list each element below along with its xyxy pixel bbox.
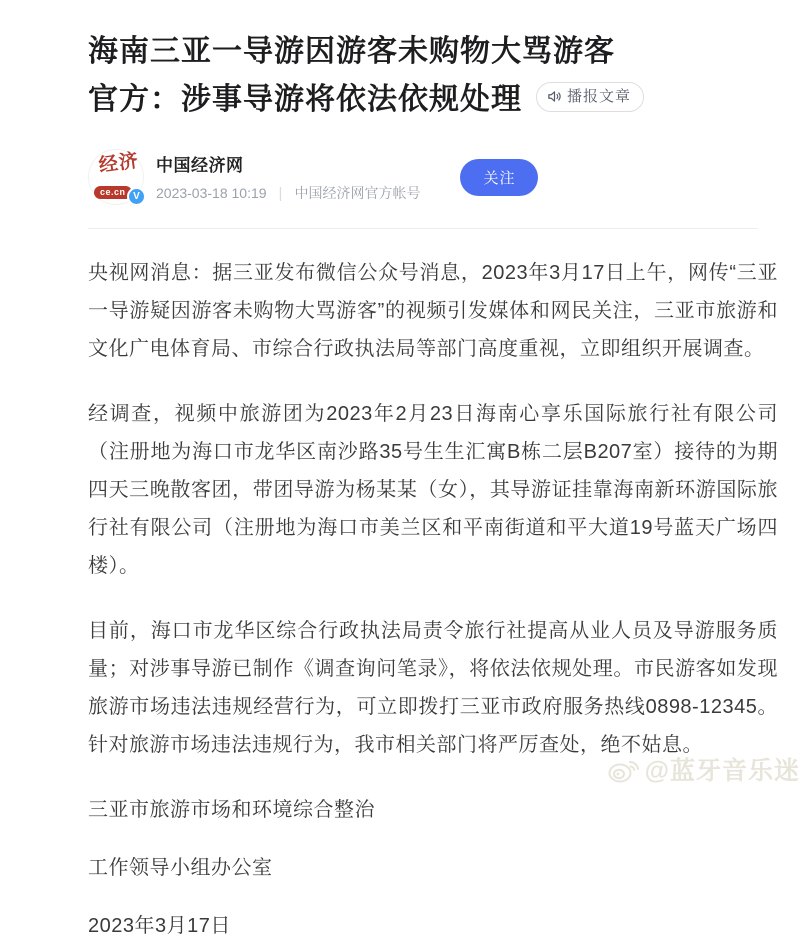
article-paragraph: 2023年3月17日 (88, 915, 231, 937)
publisher-logo-domain: ce.cn (94, 186, 132, 199)
divider (88, 228, 758, 229)
weibo-icon (606, 752, 642, 786)
watermark-text: @蓝牙音乐迷 (644, 757, 800, 785)
publisher-account-desc: 中国经济网官方帐号 (294, 185, 421, 201)
speaker-icon (546, 88, 563, 105)
follow-button[interactable]: 关注 (460, 159, 538, 196)
article-paragraph: 央视网消息：据三亚发布微信公众号消息，2023年3月17日上午，网传“三亚一导游疑因游客未购物大骂游客”的视频引发媒体和网民关注，三亚市旅游和文化广电体育局、市综合行政执法局等部门高度重视，立即组织开展调查。 (88, 262, 778, 360)
page-title-line1: 海南三亚一导游因游客未购物大骂游客 (88, 35, 615, 68)
article-body (88, 254, 778, 945)
publisher-info (156, 151, 420, 203)
article-paragraph: 目前，海口市龙华区综合行政执法局责令旅行社提高从业人员及导游服务质量；对涉事导游已制作《调查询问笔录》，将依法依规处理。市民游客如发现旅游市场违法违规经营行为，可立即拨打三亚市政府服务热线0898-12345。针对旅游市场违法违规行为，我市相关部门将严厉查处，绝不姑息。 (88, 620, 778, 756)
publisher-avatar[interactable] (88, 149, 144, 205)
page-title (88, 28, 776, 124)
publisher-row (88, 149, 776, 205)
publish-date: 2023-03-18 10:19 (156, 185, 267, 201)
broadcast-article-button[interactable] (536, 82, 644, 112)
publisher-name[interactable]: 中国经济网 (156, 156, 244, 175)
article-paragraph: 三亚市旅游市场和环境综合整治 (88, 799, 375, 821)
page-title-line2: 官方：涉事导游将依法依规处理 (88, 83, 522, 116)
broadcast-article-label: 播报文章 (567, 87, 632, 105)
publisher-meta (156, 183, 420, 203)
watermark (606, 751, 800, 787)
publisher-logo-text: 经济 (97, 150, 141, 177)
article-paragraph: 经调查，视频中旅游团为2023年2月23日海南心享乐国际旅行社有限公司（注册地为海口市龙华区南沙路35号生生汇寓B栋二层B207室）接待的为期四天三晚散客团，带团导游为杨某某（女），其导游证挂靠海南新环游国际旅行社有限公司（注册地为海口市美兰区和平南街道和平大道19号蓝天广场四楼）。 (88, 403, 778, 577)
article-paragraph: 工作领导小组办公室 (88, 857, 273, 879)
verified-badge-icon: V (127, 187, 146, 206)
meta-separator: | (278, 184, 283, 202)
